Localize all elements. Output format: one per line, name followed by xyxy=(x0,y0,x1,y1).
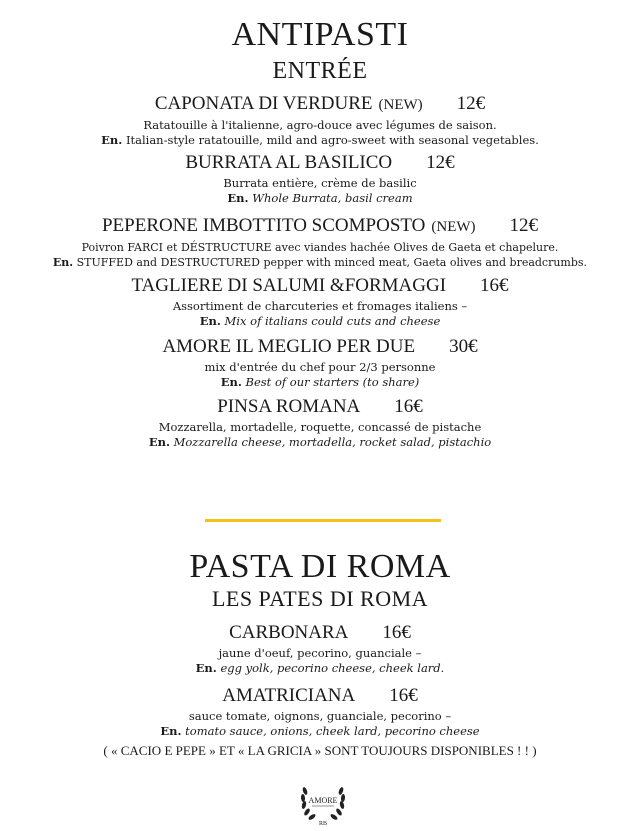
dish-description-en xyxy=(0,133,640,148)
dish-name-line xyxy=(0,152,640,174)
section-title-antipasti: ANTIPASTI xyxy=(231,16,409,53)
english-text: Mozzarella cheese, mortadella, rocket salad, pistachio xyxy=(173,435,492,449)
dish-description-en xyxy=(0,191,640,206)
dish-description-fr: mix d'entrée du chef pour 2/3 personne xyxy=(204,360,436,374)
restaurant-logo xyxy=(296,777,350,827)
dish-description-en xyxy=(0,661,640,676)
dish-name-line xyxy=(0,685,640,707)
laurel-wreath-icon xyxy=(296,777,350,827)
dish-name-line xyxy=(0,215,640,238)
dish-name: TAGLIERE DI SALUMI &FORMAGGI xyxy=(131,275,447,296)
dish-description-fr: Mozzarella, mortadelle, roquette, concassé de pistache xyxy=(158,420,482,434)
dish-price: 16€ xyxy=(394,396,423,417)
menu-item xyxy=(0,152,640,206)
dish-name: AMORE IL MEGLIO PER DUE xyxy=(162,336,416,357)
dish-name: AMATRICIANA xyxy=(222,685,356,706)
dish-description-en xyxy=(0,314,640,329)
section-subtitle-pates: LES PATES DI ROMA xyxy=(211,586,429,611)
dish-name: BURRATA AL BASILICO xyxy=(185,152,393,173)
section-subtitle-entree: ENTRÉE xyxy=(272,58,368,84)
dish-name-line xyxy=(0,396,640,418)
english-label: En. xyxy=(195,661,217,675)
dish-name: PEPERONE IMBOTTITO SCOMPOSTO xyxy=(101,215,426,236)
english-label: En. xyxy=(52,256,74,269)
dish-description-fr: sauce tomate, oignons, guanciale, pecorino – xyxy=(188,709,452,723)
dish-description-fr: jaune d'oeuf, pecorino, guanciale – xyxy=(218,646,422,660)
dish-description-fr: Ratatouille à l'italienne, agro-douce avec légumes de saison. xyxy=(143,118,497,132)
dish-name: PINSA ROMANA xyxy=(217,396,361,417)
dish-name-line xyxy=(0,93,640,116)
menu-item xyxy=(0,396,640,450)
availability-note: ( « CACIO E PEPE » ET « LA GRICIA » SONT TOUJOURS DISPONIBLES ! ! ) xyxy=(103,743,537,758)
dish-description-en xyxy=(0,255,640,270)
dish-price: 12€ xyxy=(456,93,486,114)
dish-description-fr: Poivron FARCI et DÉSTRUCTURE avec viandes hachée Olives de Gaeta et chapelure. xyxy=(81,241,559,254)
dish-price: 16€ xyxy=(480,275,509,296)
dish-name: CAPONATA DI VERDURE xyxy=(154,93,373,114)
new-badge: (NEW) xyxy=(431,219,476,235)
dish-price: 16€ xyxy=(382,622,411,643)
dish-price: 16€ xyxy=(389,685,418,706)
english-text: STUFFED and DESTRUCTURED pepper with minced meat, Gaeta olives and breadcrumbs. xyxy=(76,256,588,269)
menu-item xyxy=(0,93,640,148)
section-title-pasta: PASTA DI ROMA xyxy=(189,548,451,585)
dish-name: CARBONARA xyxy=(229,622,349,643)
english-text: Italian-style ratatouille, mild and agro-sweet with seasonal vegetables. xyxy=(125,133,539,147)
english-text: Mix of italians could cuts and cheese xyxy=(224,314,441,328)
english-label: En. xyxy=(160,724,182,738)
dish-price: 12€ xyxy=(509,215,539,236)
dish-name-line xyxy=(0,275,640,297)
menu-item xyxy=(0,215,640,270)
dish-price: 12€ xyxy=(426,152,455,173)
menu-item xyxy=(0,336,640,390)
logo-initials: RB xyxy=(318,821,328,827)
english-text: egg yolk, pecorino cheese, cheek lard. xyxy=(220,661,445,675)
english-label: En. xyxy=(101,133,123,147)
dish-name-line xyxy=(0,336,640,358)
dish-description-en xyxy=(0,375,640,390)
dish-description-fr: Assortiment de charcuteries et fromages italiens – xyxy=(172,299,468,313)
dish-description-en xyxy=(0,435,640,450)
english-text: tomato sauce, onions, cheek lard, pecorino cheese xyxy=(185,724,480,738)
dish-name-line xyxy=(0,622,640,644)
section-divider xyxy=(205,519,441,522)
menu-item xyxy=(0,685,640,739)
english-text: Whole Burrata, basil cream xyxy=(252,191,413,205)
dish-description-en xyxy=(0,724,640,739)
english-label: En. xyxy=(220,375,242,389)
english-label: En. xyxy=(199,314,221,328)
english-label: En. xyxy=(227,191,249,205)
english-label: En. xyxy=(148,435,170,449)
menu-item xyxy=(0,275,640,329)
dish-price: 30€ xyxy=(449,336,478,357)
english-text: Best of our starters (to share) xyxy=(245,375,420,389)
logo-name: AMORE xyxy=(308,796,338,805)
menu-item xyxy=(0,622,640,676)
new-badge: (NEW) xyxy=(378,97,423,113)
dish-description-fr: Burrata entière, crème de basilic xyxy=(223,176,417,190)
